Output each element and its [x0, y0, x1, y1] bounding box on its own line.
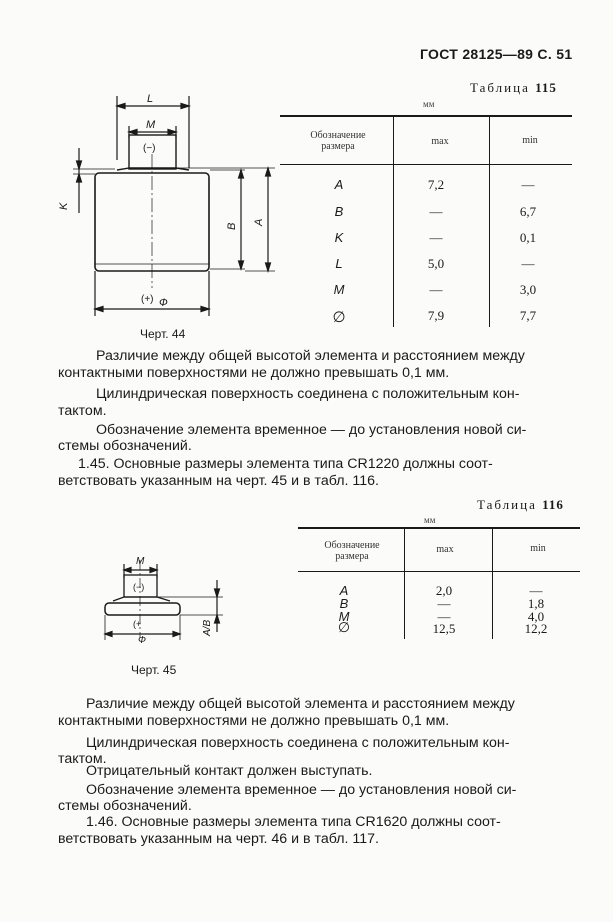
fig44-label-A: A: [253, 218, 265, 226]
figure-44-drawing: [55, 88, 295, 323]
paragraph-cylinder-surface-2: Цилиндрическая поверхность соединена с положительным кон-: [86, 735, 510, 751]
figure-45-drawing: [95, 550, 295, 650]
fig44-label-M: M: [146, 119, 156, 131]
paragraph-temp-designation-2-cont: стемы обозначений.: [58, 798, 192, 814]
fig44-label-phi: Ф: [159, 297, 168, 309]
table-116-row-max: 2,0: [435, 583, 453, 598]
table-115-header-min: min: [522, 135, 538, 146]
paragraph-cylinder-surface-1-cont: тактом.: [58, 403, 107, 419]
table-115-row-min: 3,0: [519, 282, 537, 297]
table-116-row-name: B: [339, 596, 349, 611]
table-115-unit: мм: [423, 99, 435, 109]
fig45-label-phi: Ф: [138, 635, 146, 646]
table-115-row-name: A: [334, 177, 344, 192]
table-116-row-min: 4,0: [527, 609, 545, 624]
table-116-row-name: M: [338, 609, 350, 624]
paragraph-clause-1-45-cont: ветствовать указанным на черт. 45 и в табл. 116.: [58, 473, 379, 489]
table-115-row-max: —: [429, 230, 443, 245]
paragraph-cylinder-surface-2-cont: тактом.: [58, 751, 107, 767]
table-116-caption-word: Таблица: [477, 497, 537, 512]
table-115-row-name: K: [334, 230, 344, 245]
table-116-row-min: 12,2: [524, 621, 548, 636]
table-115-row-min: 6,7: [519, 204, 537, 219]
paragraph-negative-contact: Отрицательный контакт должен выступать.: [86, 763, 373, 779]
paragraph-clause-1-46: 1.46. Основные размеры элемента типа CR1620 должны соот-: [86, 814, 501, 830]
table-116-row-name: A: [339, 583, 349, 598]
table-116-row-name: ∅: [337, 621, 351, 636]
table-115-row-min: —: [521, 256, 535, 271]
table-116-caption-number: 116: [542, 497, 564, 512]
table-116-caption: [477, 497, 564, 513]
table-116-row-max: —: [437, 609, 451, 624]
figure-44-caption: Черт. 44: [140, 327, 186, 341]
fig45-label-minus: (−): [133, 582, 145, 592]
table-115-header-designation: Обозначение размера: [310, 130, 366, 152]
table-115-caption-word: Таблица: [470, 80, 530, 95]
paragraph-clause-1-46-cont: ветствовать указанным на черт. 46 и в табл. 117.: [58, 831, 379, 847]
table-115-row-name: B: [334, 204, 344, 219]
fig44-label-K: K: [58, 202, 70, 210]
paragraph-temp-designation-1: Обозначение элемента временное — до установления новой си-: [96, 422, 527, 438]
table-115-row-max: 7,2: [427, 177, 445, 192]
paragraph-height-difference-2-cont: контактными поверхностями не должно превышать 0,1 мм.: [58, 713, 450, 729]
table-115-caption: [470, 80, 557, 96]
table-115-row-name: L: [335, 256, 343, 271]
table-115-header-max: max: [431, 136, 449, 147]
table-116-header-max: max: [436, 544, 454, 555]
fig44-label-minus: (−): [143, 143, 156, 154]
fig45-label-AB: A/B: [202, 619, 213, 636]
paragraph-temp-designation-2: Обозначение элемента временное — до установления новой си-: [86, 782, 517, 798]
table-115-row-name: M: [333, 282, 345, 297]
page-header: ГОСТ 28125—89 С. 51: [420, 46, 573, 62]
table-116-row-max: —: [437, 596, 451, 611]
table-115-row-max: 5,0: [427, 256, 445, 271]
table-115-row-max: —: [429, 204, 443, 219]
paragraph-height-difference-1-cont: контактными поверхностями не должно превышать 0,1 мм.: [58, 365, 450, 381]
paragraph-height-difference-2: Различие между общей высотой элемента и расстоянием между: [86, 696, 515, 712]
table-115-row-name: ∅: [332, 310, 346, 326]
table-116-header-designation: Обозначение размера: [324, 540, 380, 562]
table-115-row-min: 7,7: [519, 308, 537, 323]
table-115-row-max: 7,9: [427, 308, 445, 323]
paragraph-temp-designation-1-cont: стемы обозначений.: [58, 438, 192, 454]
table-115-row-min: 0,1: [519, 230, 537, 245]
table-116-header-min: min: [530, 543, 546, 554]
fig44-label-L: L: [147, 93, 154, 105]
table-115-row-min: —: [521, 177, 535, 192]
table-116-unit: мм: [424, 515, 436, 525]
paragraph-cylinder-surface-1: Цилиндрическая поверхность соединена с положительным кон-: [96, 386, 520, 402]
figure-45-caption: Черт. 45: [131, 663, 177, 677]
fig44-label-B: B: [226, 222, 238, 230]
fig45-label-M: M: [136, 556, 145, 567]
table-115-caption-number: 115: [535, 80, 557, 95]
paragraph-height-difference-1: Различие между общей высотой элемента и расстоянием между: [96, 348, 525, 364]
fig44-label-plus: (+): [141, 294, 154, 305]
table-116-row-max: 12,5: [432, 621, 456, 636]
table-115-row-max: —: [429, 282, 443, 297]
fig45-label-plus: (+: [133, 619, 142, 629]
table-116-row-min: —: [529, 583, 543, 598]
table-116-row-min: 1,8: [527, 596, 545, 611]
paragraph-clause-1-45: 1.45. Основные размеры элемента типа CR1220 должны соот-: [78, 456, 493, 472]
